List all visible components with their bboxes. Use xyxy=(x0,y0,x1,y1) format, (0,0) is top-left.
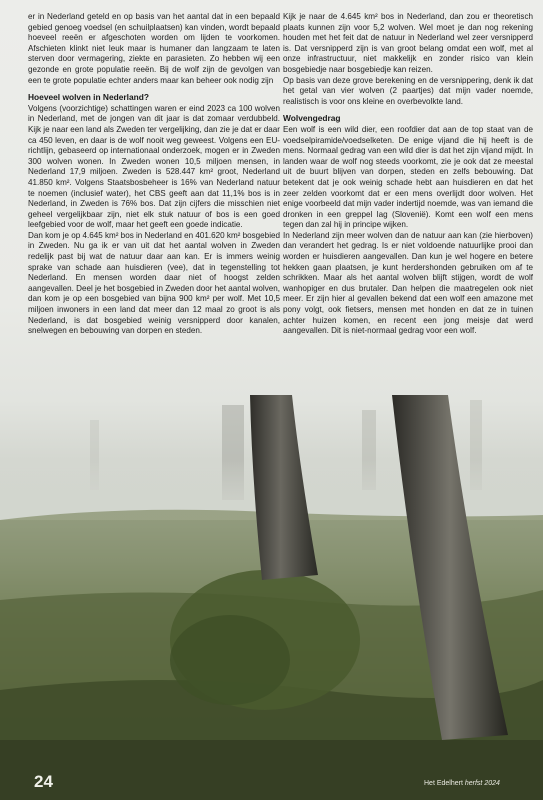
issue-label: herfst 2024 xyxy=(464,780,500,787)
magazine-footer xyxy=(424,780,500,787)
right-paragraph-4: In Nederland zijn meer wolven dan de natuur aan kan (zie hierboven) dan verandert het gedrag. Is er niet voldoende natuurlijke prooi dan worden er huisdieren aangevallen. Dan kun je wel hogere en betere hekken gaan plaatsen, je kunt herdershonden gebruiken om af te schrikken. Maar als het aantal wolven blijft stijgen, wordt de wolf wanhopiger en dus brutaler. Dan helpen die maatregelen ook niet meer. Er zijn hier al gevallen bekend dat een wolf een amazone met pony volgt, ook fietsers, mensen met honden en dat ze in tuinen achter huizen komen, en recent een jong meisje dat werd aangevallen. Dit is niet-normaal gedrag voor een wolf. xyxy=(283,230,533,336)
right-paragraph-3: Een wolf is een wild dier, een roofdier dat aan de top staat van de voedselpiramide/voedselketen. De enige vijand die hij heeft is de mens. Normaal gedrag van een wild dier is dat het zijn vijand mijdt. In landen waar de wolf nog steeds voorkomt, zie je ook dat ze meestal uit de buurt blijven van dorpen, steden en zelfs bebouwing. Dat betekent dat je ook weinig schade hebt aan huisdieren en dat het zeer zelden voorkomt dat er een mens overlijdt door wolven. Het enige voorbeeld dat mijn vader indertijd noemde, was van iemand die dronken in een greppel lag (Slovenië). Komt een wolf een mens tegen dan zal hij in principe wijken. xyxy=(283,124,533,230)
left-column xyxy=(28,12,280,337)
section-heading-wolf-behaviour: Wolvengedrag xyxy=(283,113,341,124)
right-paragraph-1: Kijk je naar de 4.645 km² bos in Nederland, dan zou er theoretisch plaats kunnen zijn voor 5,2 wolven. Wel moet je dan nog rekening houden met het feit dat de natuur in Nederland wel zeer versnipperd is. Dat versnipperd zijn is van groot belang omdat een wolf, met al onze infrastructuur, niet makkelijk en zonder risico van klein bosgebiedje naar bosgebiedje kan reizen. xyxy=(283,12,533,74)
right-column xyxy=(283,12,533,337)
magazine-name: Het Edelhert xyxy=(424,780,463,787)
left-paragraph-3: Dan kom je op 4.645 km² bos in Nederland en 401.620 km² bosgebied in Zweden. Nu ga ik er van uit dat het aantal wolven in Zweden redelijk past bij wat de natuur daar aan kan. Er is immers weinig sprake van schade aan huisdieren (vee), dat in tegenstelling tot Nederland. En mensen worden daar niet of hoogst zelden aangevallen. Deel je het bosgebied in Zweden door het aantal wolven, dan kom je op een bosgebied van bijna 900 km² per wolf. Met 10,5 miljoen inwoners in een land dat meer dan 12 maal zo groot is als Nederland, is dat bosgebied weinig versnipperd door kanalen, snelwegen en bebouwing van dorpen en steden. xyxy=(28,230,280,336)
page-number: 24 xyxy=(34,772,53,791)
right-paragraph-2: Op basis van deze grove berekening en de versnippering, denk ik dat het getal van vier wolven (2 paartjes) dat mijn vader noemde, realistisch is voor ons kleine en overbevolkte land. xyxy=(283,75,533,106)
left-paragraph-2: Volgens (voorzichtige) schattingen waren er eind 2023 ca 100 wolven in Nederland, met de jongen van dit jaar is dat zomaar verdubbeld. Kijk je naar een land als Zweden ter vergelijking, dan zie je dat er daar ca 450 leven, en daar is de wolf nooit weg geweest. Volgens een EU-richtlijn, gebaseerd op internationaal onderzoek, mogen er in Zweden 300 wolven wonen. In Zweden wonen 10,5 miljoen mensen, in Nederland 17,9 miljoen. Zweden is 528.447 km² groot, Nederland 41.850 km². Volgens Staatsbosbeheer is 16% van Nederland natuur te noemen (inclusief water), het CBS geeft aan dat 11,1% bos is in Nederland, in Zweden is 76% bos. Dat zijn cijfers die misschien niet geheel vergelijkbaar zijn, niet elk stuk natuur of bos is een goed leefgebied voor de wolf, maar het geeft een goede indicatie. xyxy=(28,103,280,230)
section-heading-wolves-count: Hoeveel wolven in Nederland? xyxy=(28,92,150,103)
left-paragraph-1: er in Nederland geteld en op basis van het aantal dat in een bepaald gebied genoeg voedsel (en schuilplaatsen) kan vinden, wordt bepaald hoeveel reeën er afgeschoten worden om lijden te voorkomen. Afschieten klinkt niet leuk maar is humaner dan langzaam te laten sterven door vermagering, ziekte en parasieten. Zo hebben wij een gezonde en grote populatie reeën. Bij de wolf zijn de gevolgen van een te grote populatie echter anders maar kan beheer ook nodig zijn xyxy=(28,12,280,85)
